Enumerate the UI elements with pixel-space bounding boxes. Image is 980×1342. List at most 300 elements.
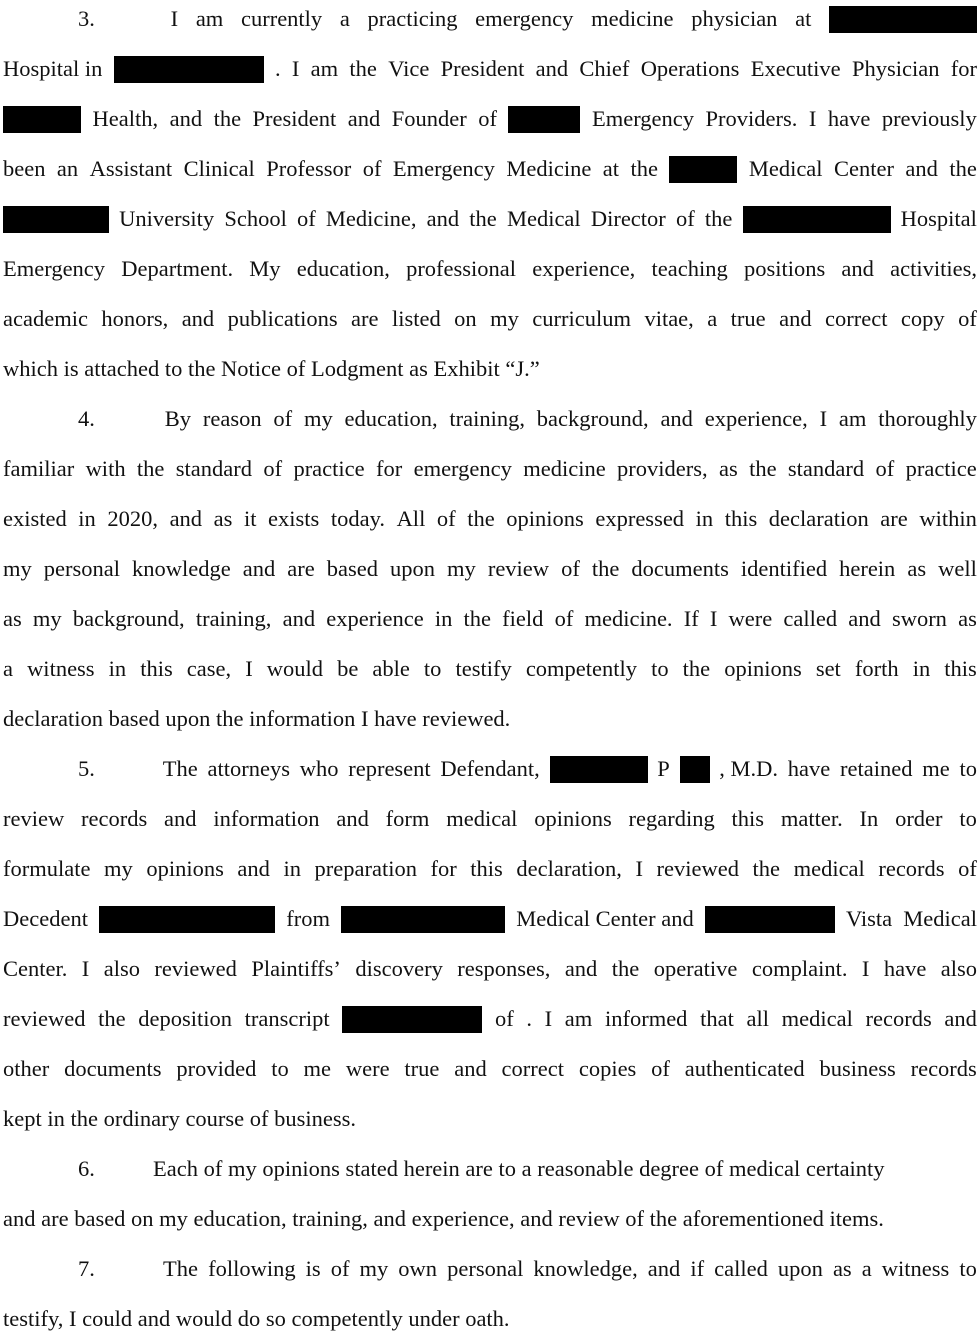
text-word: Founder xyxy=(391,106,467,131)
text-word: identified xyxy=(740,556,828,581)
paragraph-5-line xyxy=(3,854,977,884)
text-word: who xyxy=(299,756,339,781)
text-line: which is attached to the Notice of Lodgment as Exhibit “J.” xyxy=(3,356,540,381)
text-word: I xyxy=(635,856,643,881)
text-word: retained xyxy=(840,756,913,781)
text-word: to xyxy=(651,656,669,681)
paragraph-4-line xyxy=(3,454,977,484)
text-word: my xyxy=(3,556,32,581)
text-word: I xyxy=(81,956,90,981)
text-word: Medicine, xyxy=(325,206,417,231)
text-word: By xyxy=(164,406,192,431)
text-word: witness xyxy=(881,1256,950,1281)
text-word: Vista xyxy=(845,906,893,931)
text-word: Chief xyxy=(579,56,630,81)
text-word: opinions xyxy=(724,656,802,681)
paragraph-5-line xyxy=(3,804,977,834)
redaction-bar xyxy=(508,106,580,133)
text-word: field xyxy=(502,606,544,631)
paragraph-5-line xyxy=(3,1004,977,1034)
text-word: of xyxy=(875,456,895,481)
text-word: case, xyxy=(186,656,232,681)
text-word: I xyxy=(808,106,817,131)
text-word: of xyxy=(478,106,497,131)
paragraph-3-line xyxy=(3,304,977,334)
text-word: honors, xyxy=(101,306,169,331)
text-word: Hospital in xyxy=(3,56,103,81)
text-word: background, xyxy=(536,406,649,431)
paragraph-number: 4. xyxy=(78,406,95,431)
text-word: Department. xyxy=(121,256,234,281)
text-word: would xyxy=(266,656,323,681)
text-word: curriculum xyxy=(532,306,631,331)
text-word: reviewed xyxy=(154,956,237,981)
text-word: my xyxy=(32,606,62,631)
text-word: correct xyxy=(501,1056,564,1081)
text-word: I xyxy=(819,406,828,431)
text-word: have xyxy=(787,756,831,781)
text-word: I xyxy=(544,1006,553,1031)
text-word: on xyxy=(454,306,477,331)
text-word: and xyxy=(944,1006,977,1031)
text-word: me xyxy=(922,756,950,781)
paragraph-4-line xyxy=(3,654,977,684)
text-word: Defendant, xyxy=(440,756,540,781)
text-word: with xyxy=(85,456,126,481)
text-word: Center xyxy=(833,156,894,181)
text-word: a xyxy=(3,656,13,681)
text-word: documents xyxy=(631,556,729,581)
paragraph-3-line xyxy=(78,4,977,34)
text-word: Assistant xyxy=(89,156,173,181)
text-word: records xyxy=(878,856,945,881)
text-word: in xyxy=(78,506,96,531)
text-word: Emergency xyxy=(591,106,695,131)
text-word: the xyxy=(98,1006,126,1031)
text-word: and xyxy=(282,606,316,631)
text-word: Vice xyxy=(388,56,430,81)
text-word: experience, xyxy=(704,406,808,431)
text-word: this xyxy=(944,656,977,681)
redaction-bar xyxy=(680,756,710,783)
text-word: reviewed xyxy=(656,856,739,881)
paragraph-6-line xyxy=(78,1154,977,1184)
text-word: if xyxy=(690,1256,705,1281)
text-word: exists xyxy=(268,506,320,531)
text-word: listed xyxy=(391,306,441,331)
text-word: President xyxy=(440,56,525,81)
text-word: called xyxy=(714,1256,768,1281)
text-word: of xyxy=(273,406,293,431)
text-word: and xyxy=(347,106,381,131)
text-word: practice xyxy=(293,456,365,481)
text-word: practice xyxy=(905,456,977,481)
text-word: copy xyxy=(900,306,945,331)
text-word: the xyxy=(591,556,620,581)
text-word: opinions xyxy=(146,856,224,881)
text-word: and xyxy=(237,856,270,881)
text-word: are xyxy=(880,506,908,531)
paragraph-number: 5. xyxy=(78,756,95,781)
text-word: and xyxy=(535,56,569,81)
text-word: and xyxy=(336,806,369,831)
text-word: in xyxy=(695,506,714,531)
text-word: as xyxy=(213,506,233,531)
text-word: I xyxy=(245,656,253,681)
text-word: physician xyxy=(691,6,778,31)
text-word: this xyxy=(731,806,765,831)
text-word: responses, xyxy=(457,956,551,981)
text-word: School xyxy=(224,206,287,231)
text-word: the xyxy=(749,456,777,481)
paragraph-7-line xyxy=(78,1254,977,1284)
paragraph-4-line xyxy=(3,704,977,734)
text-word: for xyxy=(430,856,457,881)
text-word: education, xyxy=(296,256,390,281)
text-word: based xyxy=(326,556,379,581)
text-word: thoroughly xyxy=(878,406,977,431)
text-word: and xyxy=(169,506,203,531)
text-word: informed xyxy=(604,1006,688,1031)
text-word: information xyxy=(213,806,320,831)
text-word: the xyxy=(949,156,977,181)
text-word: is xyxy=(305,1256,321,1281)
text-word: the xyxy=(136,456,165,481)
paragraph-7-line xyxy=(3,1304,977,1334)
text-word: and xyxy=(660,406,693,431)
text-word: and xyxy=(779,306,812,331)
paragraph-3-line xyxy=(3,354,977,384)
text-word: and xyxy=(181,306,215,331)
redaction-bar xyxy=(3,106,81,133)
text-word: am xyxy=(564,1006,593,1031)
text-word: and xyxy=(564,956,598,981)
text-word: previously xyxy=(881,106,977,131)
text-word: am xyxy=(838,406,867,431)
text-word: of xyxy=(362,156,382,181)
text-word: this xyxy=(140,656,173,681)
text-word: of xyxy=(263,456,283,481)
text-word: my xyxy=(359,1256,389,1281)
text-word: attorneys xyxy=(207,756,290,781)
text-word: my xyxy=(104,856,133,881)
text-word: have xyxy=(827,106,871,131)
paragraph-5-line xyxy=(3,1054,977,1084)
text-word: knowledge xyxy=(132,556,231,581)
text-word: declaration, xyxy=(516,856,622,881)
text-word: to xyxy=(959,1256,977,1281)
redaction-bar xyxy=(705,906,835,933)
text-word: positions xyxy=(743,256,826,281)
text-word: my xyxy=(303,406,333,431)
text-word: from xyxy=(286,906,330,931)
text-word: also xyxy=(103,956,140,981)
redaction-bar xyxy=(99,906,275,933)
text-word: are xyxy=(351,306,379,331)
text-word: my xyxy=(490,306,519,331)
text-word: academic xyxy=(3,306,88,331)
text-word: In xyxy=(859,806,879,831)
text-word: Medical xyxy=(748,156,823,181)
paragraph-6-line xyxy=(3,1204,977,1234)
text-line: kept in the ordinary course of business. xyxy=(3,1106,357,1131)
text-line: Each of my opinions stated herein are to a reasonable degree of medical certainty xyxy=(153,1156,885,1181)
text-word: of xyxy=(436,506,456,531)
paragraph-3-line xyxy=(3,104,977,134)
text-word: review xyxy=(3,806,65,831)
text-word: this xyxy=(724,506,758,531)
text-word: to xyxy=(959,756,977,781)
text-word: were xyxy=(728,606,773,631)
redaction-bar xyxy=(550,756,648,783)
paragraph-4-line xyxy=(3,504,977,534)
text-word: reason xyxy=(202,406,262,431)
paragraph-3-line xyxy=(3,204,977,234)
text-word: preparation xyxy=(314,856,417,881)
text-word: The xyxy=(162,756,198,781)
text-word: medical xyxy=(781,1006,853,1031)
text-word: as xyxy=(718,456,738,481)
text-word: regarding xyxy=(628,806,715,831)
text-word: medicine. xyxy=(584,606,673,631)
paragraph-4-line xyxy=(3,554,977,584)
text-line: and are based on my education, training, and experience, and review of the aforementioned items. xyxy=(3,1206,884,1231)
text-word: true xyxy=(404,1056,440,1081)
text-word: deposition xyxy=(138,1006,233,1031)
text-word: matter. xyxy=(780,806,843,831)
text-word: and xyxy=(454,1056,487,1081)
paragraph-3-line xyxy=(3,154,977,184)
text-word: were xyxy=(345,1056,390,1081)
text-word: Physician xyxy=(851,56,940,81)
text-word: of xyxy=(958,856,977,881)
text-word: opinions xyxy=(506,506,584,531)
text-word: training, xyxy=(449,406,525,431)
text-word: reviewed xyxy=(3,1006,86,1031)
text-word: upon xyxy=(390,556,436,581)
redaction-bar xyxy=(114,56,264,83)
text-word: of xyxy=(554,606,574,631)
text-word: correct xyxy=(825,306,888,331)
text-word: Medicine xyxy=(506,156,592,181)
text-word: my xyxy=(447,556,476,581)
text-word: own xyxy=(398,1256,438,1281)
text-word: knowledge, xyxy=(533,1256,638,1281)
text-word: I xyxy=(170,6,179,31)
text-word: background, xyxy=(72,606,185,631)
text-word: complaint. xyxy=(751,956,848,981)
text-word: to xyxy=(423,656,442,681)
text-word: are xyxy=(287,556,315,581)
text-word: as xyxy=(3,606,22,631)
paragraph-5-line xyxy=(3,904,977,934)
text-word: am xyxy=(195,6,224,31)
text-word: Operations xyxy=(640,56,740,81)
text-word: of xyxy=(296,206,316,231)
text-word: If xyxy=(683,606,699,631)
text-word: authenticated xyxy=(684,1056,805,1081)
text-word: this xyxy=(470,856,503,881)
text-word: in xyxy=(434,606,453,631)
text-word: order xyxy=(895,806,943,831)
text-word: form xyxy=(385,806,430,831)
text-word: at xyxy=(602,156,620,181)
text-word: represent xyxy=(348,756,431,781)
text-word: competently xyxy=(525,656,638,681)
text-word: as xyxy=(907,556,927,581)
text-word: experience, xyxy=(532,256,636,281)
paragraph-5-line xyxy=(78,754,977,784)
text-word: of xyxy=(675,206,695,231)
text-word: in xyxy=(283,856,301,881)
text-word: I xyxy=(291,56,300,81)
text-word: and xyxy=(647,1256,681,1281)
text-word: business xyxy=(819,1056,896,1081)
text-word: I xyxy=(709,606,718,631)
text-word: standard xyxy=(787,456,865,481)
text-word: standard xyxy=(175,456,252,481)
paragraph-3-line xyxy=(3,54,977,84)
text-word: and xyxy=(164,806,197,831)
paragraph-4-line xyxy=(78,404,977,434)
text-word: and xyxy=(242,556,276,581)
text-word: . xyxy=(274,56,281,81)
text-word: of xyxy=(561,556,580,581)
text-word: forth xyxy=(854,656,899,681)
text-word: am xyxy=(310,56,339,81)
text-word: a xyxy=(707,306,718,331)
text-word: testify xyxy=(455,656,512,681)
text-line: testify, I could and would do so competently under oath. xyxy=(3,1306,510,1331)
text-word: the xyxy=(463,606,492,631)
text-word: professional xyxy=(406,256,517,281)
text-word: of xyxy=(494,1006,514,1031)
text-word: in xyxy=(108,656,127,681)
text-word: called xyxy=(783,606,838,631)
text-word: P xyxy=(657,756,670,781)
text-word: of xyxy=(651,1056,670,1081)
redaction-bar xyxy=(743,206,891,233)
text-word: Clinical xyxy=(183,156,255,181)
text-word: training, xyxy=(195,606,272,631)
text-word: Plaintiffs’ xyxy=(251,956,341,981)
text-word: emergency xyxy=(413,456,512,481)
text-word: herein xyxy=(839,556,896,581)
text-word: Providers. xyxy=(705,106,798,131)
paragraph-number: 6. xyxy=(78,1156,95,1181)
text-word: true xyxy=(730,306,766,331)
text-word: currently xyxy=(240,6,323,31)
text-word: Professor xyxy=(266,156,352,181)
text-word: copies xyxy=(578,1056,637,1081)
text-word: publications xyxy=(227,306,338,331)
text-word: emergency xyxy=(475,6,574,31)
redaction-bar xyxy=(669,156,737,183)
text-word: within xyxy=(919,506,977,531)
text-word: Executive xyxy=(750,56,841,81)
text-word: education, xyxy=(344,406,438,431)
text-word: Medical Center and xyxy=(516,906,694,931)
text-word: me xyxy=(303,1056,332,1081)
text-word: today. xyxy=(330,506,385,531)
text-word: be xyxy=(337,656,359,681)
text-word: operative xyxy=(653,956,738,981)
text-word: the xyxy=(611,956,640,981)
text-word: medicine xyxy=(591,6,674,31)
paragraph-number: 3. xyxy=(78,6,95,31)
text-word: sworn xyxy=(891,606,947,631)
text-word: Decedent xyxy=(3,906,88,931)
text-word: providers, xyxy=(617,456,708,481)
text-word: the xyxy=(467,506,495,531)
text-word: upon xyxy=(777,1256,823,1281)
text-word: have xyxy=(883,956,927,981)
text-word: formulate xyxy=(3,856,91,881)
text-word: to xyxy=(271,1056,289,1081)
text-word: medical xyxy=(446,806,518,831)
text-word: at xyxy=(795,6,812,31)
text-word: an xyxy=(56,156,79,181)
text-word: the xyxy=(682,656,711,681)
text-word: Director xyxy=(590,206,666,231)
text-word: that xyxy=(700,1006,734,1031)
text-word: the xyxy=(349,56,377,81)
text-word: the xyxy=(630,156,658,181)
text-word: President xyxy=(252,106,337,131)
text-word: , M.D. xyxy=(719,756,779,781)
text-word: Emergency xyxy=(3,256,106,281)
text-word: witness xyxy=(27,656,95,681)
redaction-bar xyxy=(829,6,977,33)
text-word: other xyxy=(3,1056,50,1081)
text-word: the xyxy=(469,206,497,231)
text-word: experience xyxy=(326,606,424,631)
text-word: vitae, xyxy=(644,306,694,331)
text-word: and xyxy=(848,606,881,631)
text-word: also xyxy=(940,956,977,981)
text-word: able xyxy=(372,656,410,681)
text-word: . xyxy=(526,1006,532,1031)
text-word: Emergency xyxy=(392,156,495,181)
text-word: and xyxy=(169,106,203,131)
text-word: expressed xyxy=(595,506,685,531)
text-word: familiar xyxy=(3,456,75,481)
redaction-bar xyxy=(341,906,505,933)
text-word: All xyxy=(396,506,426,531)
text-word: opinions xyxy=(534,806,612,831)
text-word: following xyxy=(208,1256,296,1281)
text-word: the xyxy=(752,856,781,881)
text-word: existed xyxy=(3,506,67,531)
text-word: teaching xyxy=(651,256,728,281)
text-word: provided xyxy=(176,1056,257,1081)
paragraph-4-line xyxy=(3,604,977,634)
text-word: The xyxy=(163,1256,199,1281)
text-word: Medical xyxy=(903,906,977,931)
text-word: I xyxy=(861,956,870,981)
text-word: medicine xyxy=(523,456,606,481)
text-word: and xyxy=(841,256,874,281)
text-word: the xyxy=(213,106,242,131)
text-word: discovery xyxy=(355,956,443,981)
text-line: declaration based upon the information I have reviewed. xyxy=(3,706,511,731)
text-word: been xyxy=(3,156,46,181)
text-word: Hospital xyxy=(900,206,977,231)
text-word: it xyxy=(243,506,257,531)
text-word: declaration xyxy=(768,506,869,531)
text-word: medical xyxy=(793,856,865,881)
redaction-bar xyxy=(3,206,109,233)
